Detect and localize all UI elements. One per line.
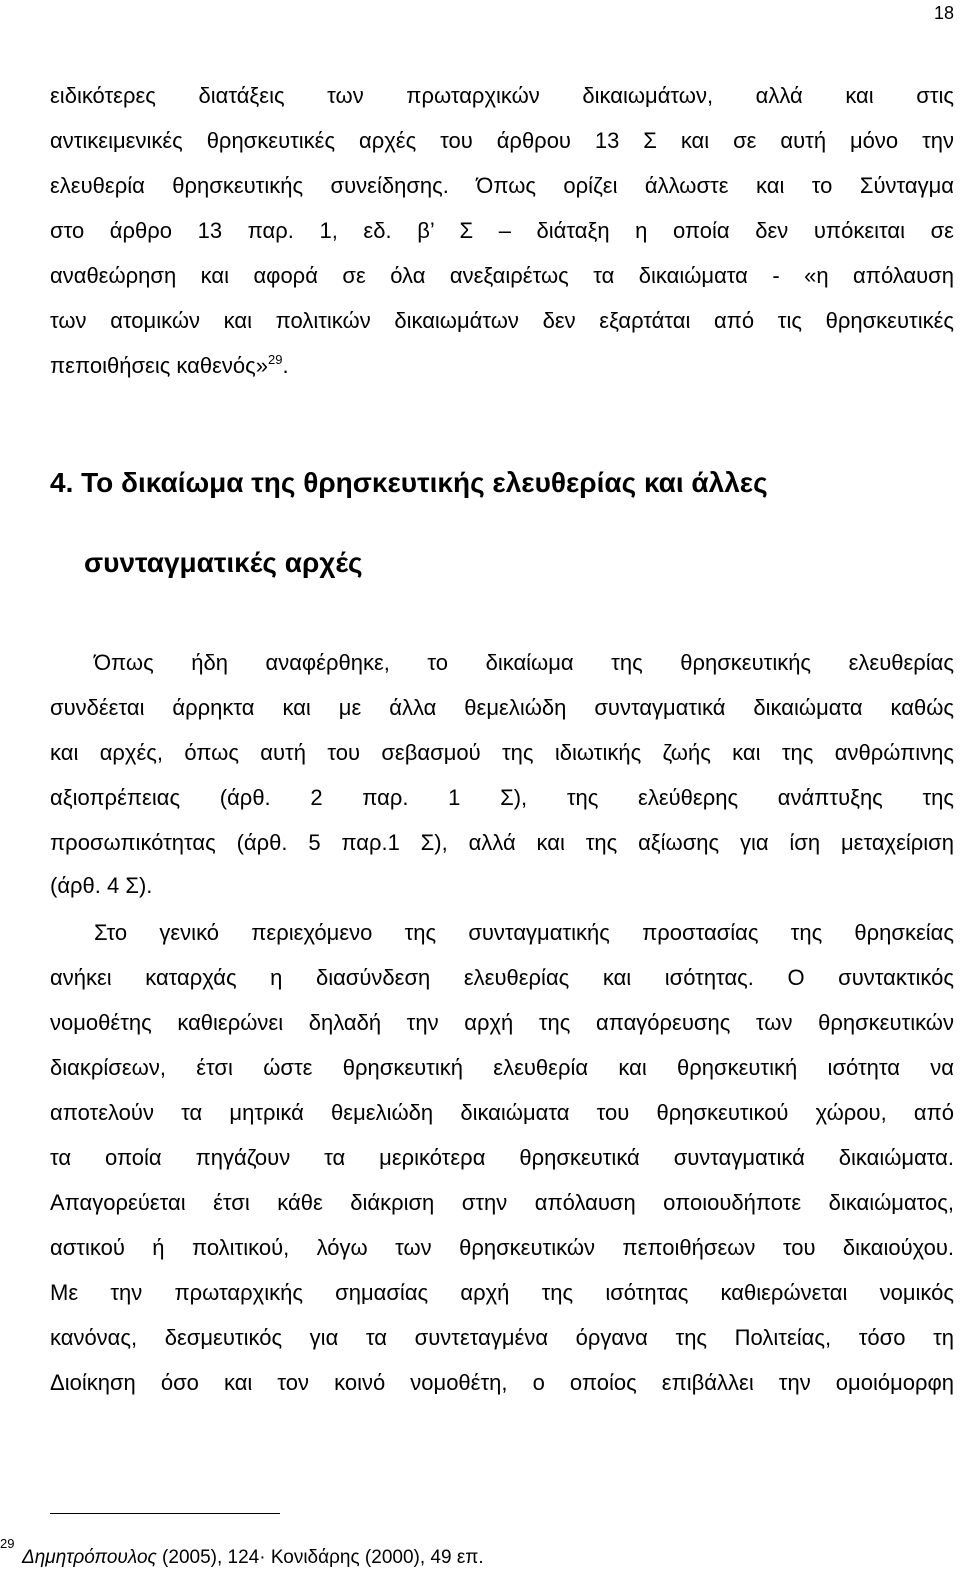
text-line: νομοθέτης καθιερώνει δηλαδή την αρχή της απαγόρευσης των θρησκευτικών — [50, 1010, 954, 1035]
footnote-text — [22, 1546, 484, 1570]
text-line: αντικειμενικές θρησκευτικές αρχές του άρθρου 13 Σ και σε αυτή μόνο την — [50, 128, 954, 153]
text-line: προσωπικότητας (άρθ. 5 παρ.1 Σ), αλλά και της αξίωσης για ίση μεταχείριση — [50, 830, 954, 855]
text-span: πεποιθήσεις καθενός» — [50, 353, 269, 378]
footnote-separator — [50, 1513, 280, 1514]
text-span: . — [282, 353, 289, 378]
text-line: Στο γενικό περιεχόμενο της συνταγματικής προστασίας της θρησκείας — [94, 920, 954, 945]
text-line: αξιοπρέπειας (άρθ. 2 παρ. 1 Σ), της ελεύθερης ανάπτυξης της — [50, 785, 954, 810]
text-line: αποτελούν τα μητρικά θεμελιώδη δικαιώματα του θρησκευτικού χώρου, από — [50, 1100, 954, 1125]
text-line: συνδέεται άρρηκτα και με άλλα θεμελιώδη συνταγματικά δικαιώματα καθώς — [50, 695, 954, 720]
text-line — [50, 353, 954, 379]
footnote-marker: 29 — [0, 1536, 15, 1551]
footnote-reference: 29 — [268, 352, 283, 367]
text-line: διακρίσεων, έτσι ώστε θρησκευτική ελευθερία και θρησκευτική ισότητα να — [50, 1055, 954, 1080]
text-line: ανήκει καταρχάς η διασύνδεση ελευθερίας και ισότητας. Ο συντακτικός — [50, 965, 954, 990]
page-number: 18 — [933, 3, 954, 23]
text-line: στο άρθρο 13 παρ. 1, εδ. β’ Σ – διάταξη η οποία δεν υπόκειται σε — [50, 218, 954, 243]
text-line: τα οποία πηγάζουν τα μερικότερα θρησκευτικά συνταγματικά δικαιώματα. — [50, 1145, 954, 1170]
footnote-citation: (2005), 124· Κονιδάρης (2000), 49 επ. — [156, 1547, 484, 1568]
text-line: ειδικότερες διατάξεις των πρωταρχικών δικαιωμάτων, αλλά και στις — [50, 83, 954, 108]
text-line: Διοίκηση όσο και τον κοινό νομοθέτη, ο οποίος επιβάλλει την ομοιόμορφη — [50, 1370, 954, 1395]
text-line: κανόνας, δεσμευτικός για τα συντεταγμένα όργανα της Πολιτείας, τόσο τη — [50, 1325, 954, 1350]
text-line: και αρχές, όπως αυτή του σεβασμού της ιδιωτικής ζωής και της ανθρώπινης — [50, 740, 954, 765]
section-heading-line-2: συνταγματικές αρχές — [84, 547, 363, 578]
text-line: ελευθερία θρησκευτικής συνείδησης. Όπως ορίζει άλλωστε και το Σύνταγμα — [50, 173, 954, 198]
text-line: Όπως ήδη αναφέρθηκε, το δικαίωμα της θρησκευτικής ελευθερίας — [94, 650, 954, 675]
text-line: Απαγορεύεται έτσι κάθε διάκριση στην απόλαυση οποιουδήποτε δικαιώματος, — [50, 1190, 954, 1215]
text-line: (άρθ. 4 Σ). — [50, 873, 153, 898]
text-line: αστικού ή πολιτικού, λόγω των θρησκευτικών πεποιθήσεων του δικαιούχου. — [50, 1235, 954, 1260]
text-line: αναθεώρηση και αφορά σε όλα ανεξαιρέτως τα δικαιώματα - «η απόλαυση — [50, 263, 954, 288]
text-line: των ατομικών και πολιτικών δικαιωμάτων δεν εξαρτάται από τις θρησκευτικές — [50, 308, 954, 333]
footnote-author: Δημητρόπουλος — [22, 1547, 157, 1568]
section-heading-line-1: 4. Το δικαίωμα της θρησκευτικής ελευθερίας και άλλες — [50, 467, 768, 498]
text-line: Με την πρωταρχικής σημασίας αρχή της ισότητας καθιερώνεται νομικός — [50, 1280, 954, 1305]
